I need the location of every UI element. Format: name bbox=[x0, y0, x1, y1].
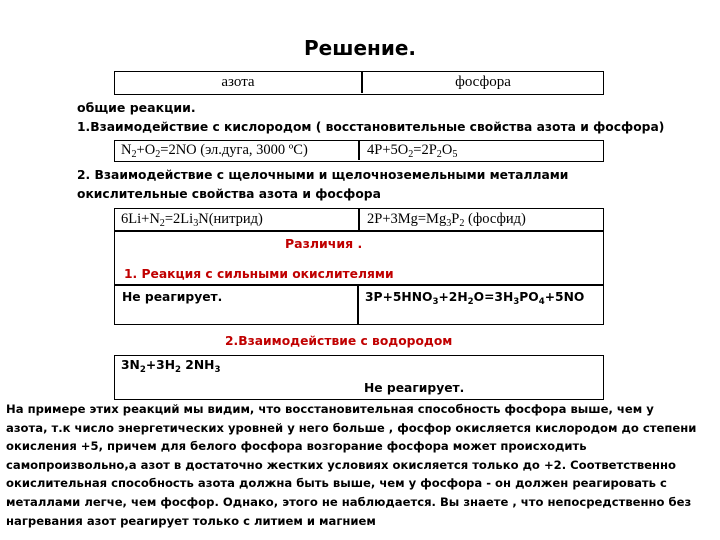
eq-sub: 2 bbox=[459, 218, 465, 229]
section2-heading-line2: окислительные свойства азота и фосфора bbox=[77, 187, 381, 201]
oxidizers-nitrogen-text: Не реагирует. bbox=[122, 290, 223, 304]
eq-sub: 3 bbox=[432, 297, 439, 307]
phosphorus-oxygen-equation bbox=[367, 142, 457, 159]
eq-part: PO bbox=[519, 290, 539, 304]
eq-part: =2Li bbox=[164, 211, 194, 227]
table-divider bbox=[358, 141, 360, 160]
eq-part: 2P+3Mg=Mg bbox=[367, 211, 447, 227]
eq-sub: 2 bbox=[131, 149, 137, 160]
eq-sub: 2 bbox=[467, 297, 474, 307]
header-table bbox=[114, 71, 604, 95]
eq-part: O bbox=[441, 142, 453, 158]
hydrogen-heading: 2.Взаимодействие с водородом bbox=[225, 334, 453, 348]
header-phosphorus: фосфора bbox=[455, 74, 511, 90]
strong-oxidizers-heading: 1. Реакция с сильными окислителями bbox=[124, 267, 394, 281]
eq-sub: 2 bbox=[159, 218, 165, 229]
eq-sub: 2 bbox=[139, 365, 146, 375]
phosphorus-metal-equation bbox=[367, 211, 526, 228]
oxidizers-phosphorus-cell bbox=[357, 285, 604, 325]
oxidizers-nitrogen-cell bbox=[114, 285, 359, 325]
header-nitrogen: азота bbox=[221, 74, 255, 90]
eq-sub: 3 bbox=[214, 365, 221, 375]
eq-sub: 2 bbox=[175, 365, 182, 375]
eq-part: +O bbox=[136, 142, 156, 158]
conclusion-line: азота, т.к число энергетических уровней у него больше , фосфор окисляется кислородом до степени bbox=[6, 420, 697, 435]
eq-sub: 4 bbox=[538, 297, 545, 307]
differences-heading: Различия . bbox=[285, 236, 363, 251]
section1-heading: 1.Взаимодействие с кислородом ( восстановительные свойства азота и фосфора) bbox=[77, 120, 665, 134]
conclusion-line: окисления +5, причем для белого фосфора возгорание фосфора может происходить bbox=[6, 439, 587, 454]
eq-part: N(нитрид) bbox=[198, 211, 263, 227]
page-title: Решение. bbox=[303, 36, 417, 60]
table-divider bbox=[358, 209, 360, 230]
conclusion-line: металлами легче, чем фосфор. Однако, этого не наблюдается. Вы знаете , что непосредственно без bbox=[6, 494, 692, 509]
eq-sub: 3 bbox=[193, 218, 199, 229]
eq-sub: 3 bbox=[446, 218, 452, 229]
oxidizers-phosphorus-equation bbox=[365, 290, 585, 307]
conclusion-line: самопроизвольно,а азот в достаточно жестких условиях окисляется только до +2. Соответственно bbox=[6, 457, 677, 472]
conclusion-line: На примере этих реакций мы видим, что восстановительная способность фосфора выше, чем у bbox=[6, 402, 654, 416]
conclusion-line: нагревания азот реагирует только с литием и магнием bbox=[6, 513, 376, 528]
eq-part: 3P+5HNO bbox=[365, 290, 433, 304]
eq-part: P bbox=[451, 211, 460, 227]
eq-part: O=3H bbox=[473, 290, 514, 304]
eq-part: 2NH bbox=[181, 358, 215, 372]
eq-sub: 5 bbox=[452, 149, 458, 160]
conclusion-line: окислительная способность азота должна быть выше, чем у фосфора - он должен реагировать с bbox=[6, 476, 667, 491]
eq-part: 3N bbox=[121, 358, 140, 372]
oxygen-reaction-table bbox=[114, 140, 604, 162]
eq-part: +3H bbox=[145, 358, 176, 372]
hydrogen-phosphorus-text: Не реагирует. bbox=[364, 381, 465, 395]
metals-reaction-table bbox=[114, 208, 604, 232]
eq-sub: 2 bbox=[408, 149, 414, 160]
eq-part: 4P+5O bbox=[367, 142, 409, 158]
eq-part: =2P bbox=[413, 142, 437, 158]
conclusion-paragraph bbox=[6, 400, 718, 530]
eq-part: 6Li+N bbox=[121, 211, 160, 227]
nitrogen-metal-equation bbox=[121, 211, 263, 228]
hydrogen-nitrogen-equation bbox=[121, 358, 221, 375]
eq-part: +2H bbox=[438, 290, 468, 304]
eq-sub: 3 bbox=[513, 297, 520, 307]
eq-part: =2NO (эл.дуга, 3000 ºC) bbox=[160, 142, 308, 158]
eq-part: N bbox=[121, 142, 132, 158]
eq-sub: 2 bbox=[155, 149, 161, 160]
eq-sub: 2 bbox=[436, 149, 442, 160]
eq-part: +5NO bbox=[544, 290, 585, 304]
general-reactions-label: общие реакции. bbox=[77, 100, 196, 115]
section2-heading-line1: 2. Взаимодействие с щелочными и щелочноземельными металлами bbox=[77, 168, 569, 182]
eq-part: (фосфид) bbox=[464, 211, 526, 227]
nitrogen-oxygen-equation bbox=[121, 142, 308, 159]
